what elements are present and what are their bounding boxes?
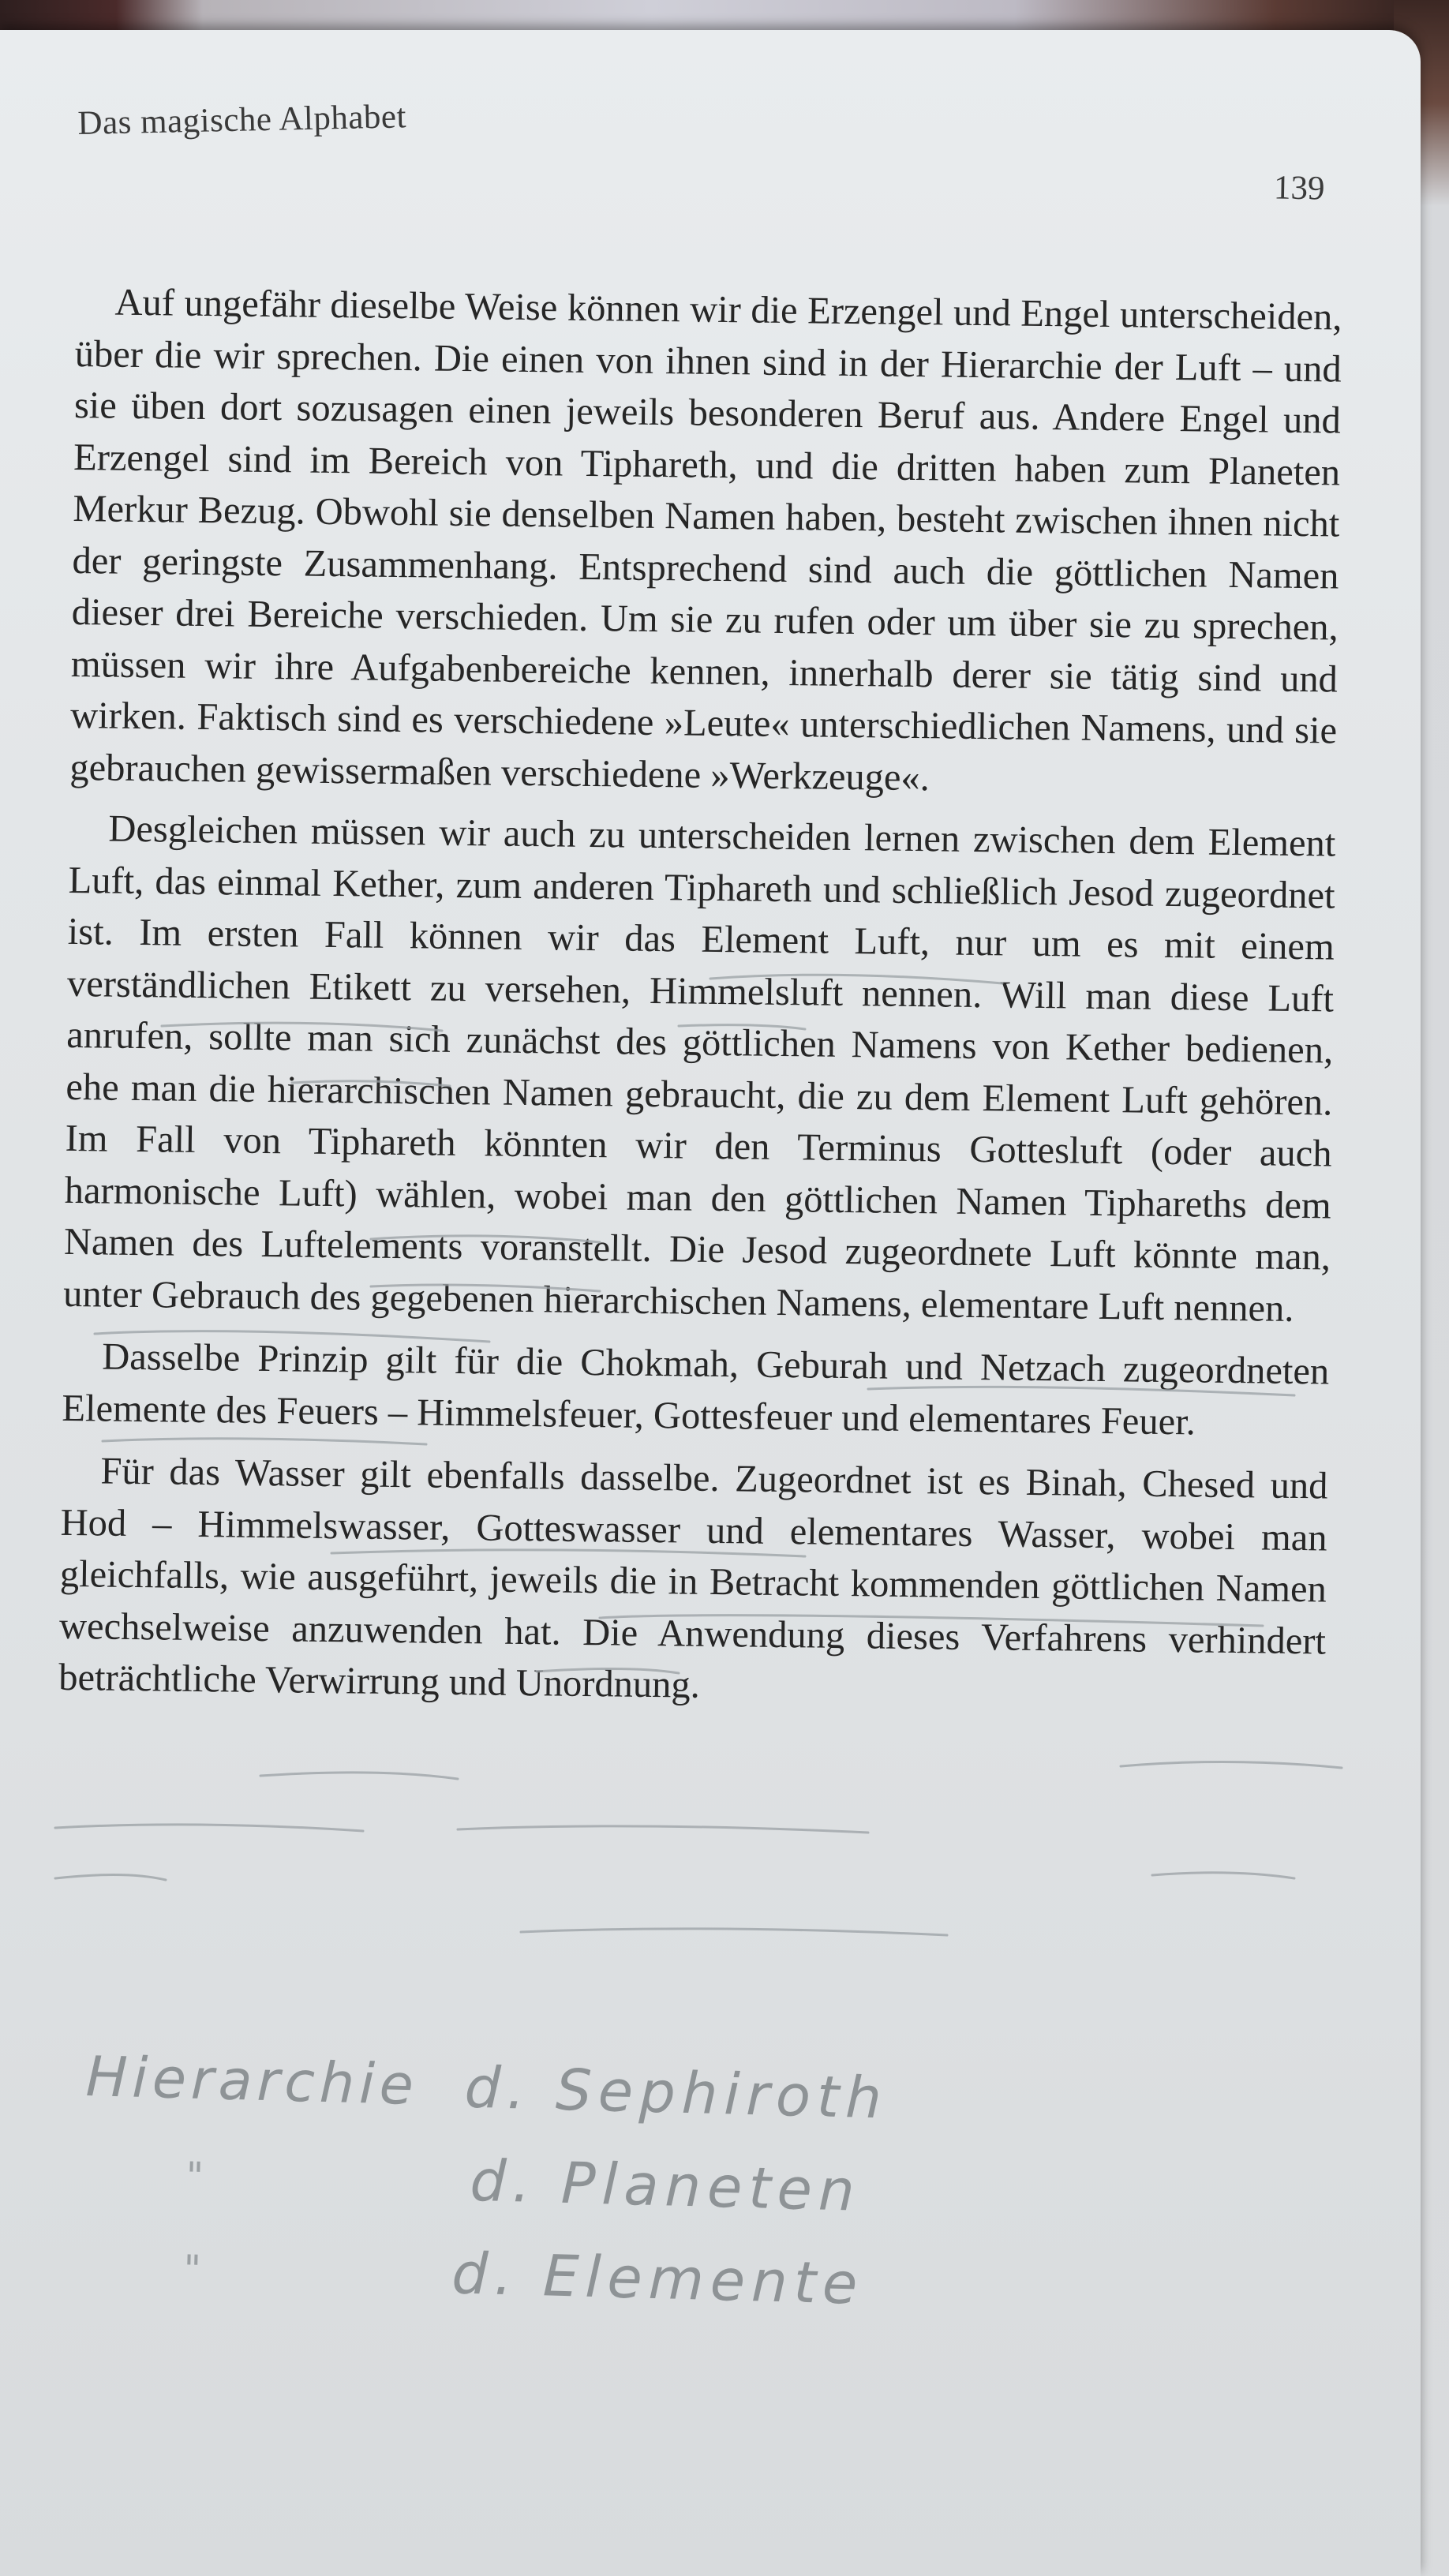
paragraph-3: Dasselbe Prinzip gilt für die Chokmah, Geburah und Netzach zugeordneten Elemente des Feuers – Himmelsfeuer, Gottesfeuer und elementares Feuer. [62, 1335, 1330, 1443]
paragraph-1: Auf ungefähr dieselbe Weise können wir die Erzengel und Engel unterscheiden, über die wir sprechen. Die einen von ihnen sind in der Hierarchie der Luft – und sie üben dort sozusagen einen jeweils besonderen Beruf aus. Andere Engel und Erzengel sind im Bereich von Tiphareth, und die dritten haben zum Planeten Merkur Bezug. Obwohl sie denselben Namen haben, besteht zwischen ihnen nicht der geringste Zusammenhang. Entsprechend sind auch die göttlichen Namen dieser drei Bereiche verschieden. Um sie zu rufen oder um über sie zu sprechen, müssen wir ihre Aufgabenbereiche kennen, innerhalb derer sie tätig sind und wirken. Faktisch sind es verschiedene »Leute« unterschiedlichen Namens, und sie gebrauchen gewissermaßen verschiedene »Werkzeuge«. [69, 281, 1342, 799]
ditto-mark: " [185, 2154, 204, 2199]
body-text [58, 276, 1342, 1730]
ditto-mark: " [182, 2247, 202, 2292]
handwritten-value: d. Elemente [451, 2240, 865, 2317]
handwritten-value: d. Planeten [469, 2147, 862, 2224]
handwritten-label: Hierarchie [84, 2044, 419, 2117]
handwritten-value: d. Sephiroth [463, 2054, 889, 2132]
page-number: 139 [1273, 169, 1325, 208]
paragraph-4: Für das Wasser gilt ebenfalls dasselbe. Zugeordnet ist es Binah, Chesed und Hod – Himmelswasser, Gotteswasser und elementares Wasser, wobei man gleichfalls, wie ausgeführt, jeweils die in Betracht kommenden göttlichen Namen wechselweise anzuwenden hat. Die Anwendung dieses Verfahrens verhindert beträchtliche Verwirrung und Unordnung. [58, 1450, 1328, 1706]
handwritten-notes [80, 2044, 1034, 2348]
running-head: Das magische Alphabet [77, 98, 407, 142]
paragraph-2: Desgleichen müssen wir auch zu unterscheiden lernen zwischen dem Element Luft, das einmal Kether, zum anderen Tiphareth und schließlich Jesod zugeordnet ist. Im ersten Fall können wir das Element Luft, nur um es mit einem verständlichen Etikett zu versehen, Himmelsluft nennen. Will man diese Luft anrufen, sollte man sich zunächst des göttlichen Namens von Kether bedienen, ehe man die hierarchischen Namen gebraucht, die zu dem Element Luft gehören. Im Fall von Tiphareth könnten wir den Terminus Gottesluft (oder auch harmonische Luft) wählen, wobei man den göttlichen Namen Tiphareths dem Namen des Luftelements voranstellt. Die Jesod zugeordnete Luft könnte man, unter Gebrauch des gegebenen hierarchischen Namens, elementare Luft nennen. [62, 807, 1336, 1330]
